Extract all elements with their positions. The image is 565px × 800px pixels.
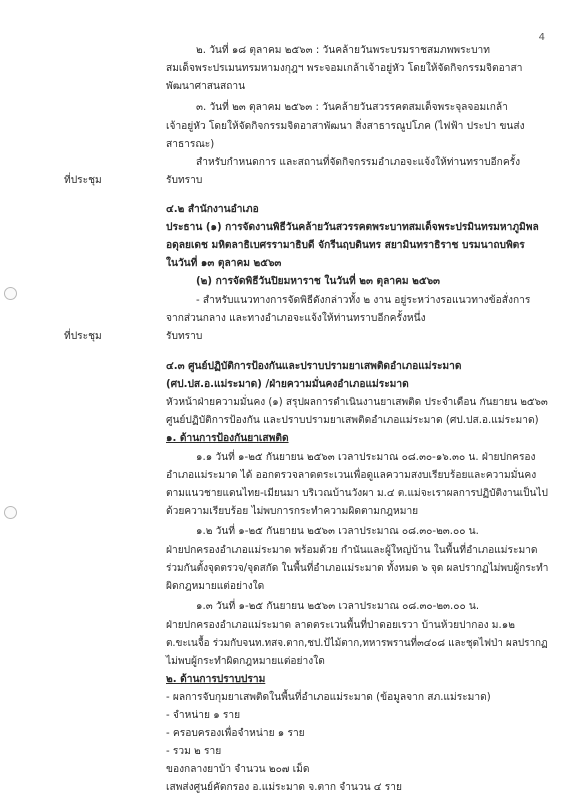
- text-line: ด้วยความเรียบร้อย ไม่พบการกระทำความผิดตามกฎหมาย: [166, 506, 419, 517]
- text-line: เสพส่งศูนย์คัดกรอง อ.แม่ระมาด จ.ตาก จำนวน ๔ ราย: [166, 782, 402, 793]
- list-item: - ครอบครองเพื่อจำหน่าย ๑ ราย: [166, 728, 305, 739]
- binder-hole: [4, 506, 17, 519]
- text-line: ๓. วันที่ ๒๓ ตุลาคม ๒๕๖๓ : วันคล้ายวันสวรรคตสมเด็จพระจุลจอมเกล้า: [196, 102, 508, 113]
- text-line: รับทราบ: [166, 175, 203, 186]
- list-item: - จำหน่าย ๑ ราย: [166, 710, 241, 721]
- text-line: พัฒนาศาสนสถาน: [166, 81, 246, 92]
- text-line: สำหรับกำหนดการ และสถานที่จัดกิจกรรมอำเภอจะแจ้งให้ท่านทราบอีกครั้ง: [196, 157, 521, 168]
- text-line: เจ้าอยู่หัว โดยให้จัดกิจกรรมจิตอาสาพัฒนา สิ่งสาธารณูปโภค (ไฟฟ้า ประปา ขนส่ง: [166, 121, 525, 132]
- subsection-heading: ๑. ด้านการป้องกันยาเสพติด: [166, 433, 289, 444]
- text-line: รับทราบ: [166, 331, 203, 342]
- text-line: อำเภอแม่ระมาด ได้ ออกตรวจลาดตระเวนเพื่อดูแลความสงบเรียบร้อยและความมั่นคง: [166, 470, 537, 481]
- text-line: ฝ่ายปกครองอำเภอแม่ระมาด ลาดตระเวนพื้นที่ป่าดอยเรวา บ้านห้วยปากอง ม.๑๒: [166, 620, 515, 631]
- section-heading: ๔.๒ สำนักงานอำเภอ: [166, 204, 259, 215]
- text-line: สมเด็จพระปรเมนทรมหามงกุฎฯ พระจอมเกล้าเจ้าอยู่หัว โดยให้จัดกิจกรรมจิตอาสา: [166, 63, 523, 74]
- meeting-label: ที่ประชุม: [64, 175, 102, 186]
- text-line: - สำหรับแนวทางการจัดพิธีดังกล่าวทั้ง ๒ งาน อยู่ระหว่างรอแนวทางข้อสั่งการ: [196, 295, 531, 306]
- text-line: (ศป.ปส.อ.แม่ระมาด) /ฝ่ายความมั่นคงอำเภอแม่ระมาด: [166, 379, 409, 390]
- subsection-heading: ๒. ด้านการปราบปราม: [166, 674, 266, 685]
- text-line: (๒) การจัดพิธีวันปิยมหาราช ในวันที่ ๒๓ ตุลาคม ๒๕๖๓: [196, 276, 441, 287]
- text-line: ศูนย์ปฏิบัติการป้องกัน และปราบปรามยาเสพติดอำเภอแม่ระมาด (ศป.ปส.อ.แม่ระมาด): [166, 415, 539, 426]
- text-line: ร่วมกันตั้งจุดตรวจ/จุดสกัด ในพื้นที่อำเภอแม่ระมาด ทั้งหมด ๖ จุด ผลปรากฏไม่พบผู้กระทำ: [166, 563, 549, 574]
- text-line: จากส่วนกลาง และทางอำเภอจะแจ้งให้ท่านทราบอีกครั้งหนึ่ง: [166, 313, 426, 324]
- text-line: ผิดกฎหมายแต่อย่างใด: [166, 581, 265, 592]
- text-line: ไม่พบผู้กระทำผิดกฎหมายแต่อย่างใด: [166, 656, 325, 667]
- text-line: ประธาน (๑) การจัดงานพิธีวันคล้ายวันสวรรคตพระบาทสมเด็จพระปรมินทรมหาภูมิพล: [166, 222, 539, 233]
- text-line: ๒. วันที่ ๑๘ ตุลาคม ๒๕๖๓ : วันคล้ายวันพระบรมราชสมภพพระบาท: [196, 45, 490, 56]
- section-heading: ๔.๓ ศูนย์ปฏิบัติการป้องกันและปราบปรามยาเสพติดอำเภอแม่ระมาด: [166, 361, 462, 372]
- page-number: 4: [538, 32, 545, 43]
- meeting-label: ที่ประชุม: [64, 331, 102, 342]
- text-line: ตามแนวชายแดนไทย-เมียนมา บริเวณบ้านวังผา ม.๔ ต.แม่จะเราผลการปฏิบัติงานเป็นไป: [166, 488, 548, 499]
- text-line: หัวหน้าฝ่ายความมั่นคง (๑) สรุปผลการดำเนินงานยาเสพติด ประจำเดือน กันยายน ๒๕๖๓: [166, 397, 548, 408]
- text-line: ๑.๒ วันที่ ๑-๒๕ กันยายน ๒๕๖๓ เวลาประมาณ ๐๘.๓๐-๒๓.๐๐ น.: [196, 526, 479, 537]
- text-line: ต.ขะเนจื้อ ร่วมกับจนท.ทสจ.ตาก,ชป.ป้ไม้ตาก,ทหารพรานที่๓๔๐๘ และชุดไฟป่า ผลปรากฏ: [166, 638, 548, 649]
- binder-hole: [4, 287, 17, 300]
- text-line: ในวันที่ ๑๓ ตุลาคม ๒๕๖๓: [166, 258, 282, 269]
- list-item: - รวม ๒ ราย: [166, 746, 222, 757]
- text-line: สาธารณะ): [166, 139, 215, 150]
- text-line: อดุลยเดช มหิตลาธิเบศรรามาธิบดี จักรีนฤบดินทร สยามินทราธิราช บรมนาถบพิตร: [166, 240, 525, 251]
- list-item: - ผลการจับกุมยาเสพติดในพื้นที่อำเภอแม่ระมาด (ข้อมูลจาก สภ.แม่ระมาด): [166, 692, 491, 703]
- text-line: ๑.๓ วันที่ ๑-๒๕ กันยายน ๒๕๖๓ เวลาประมาณ ๐๘.๓๐-๒๓.๐๐ น.: [196, 601, 480, 612]
- text-line: ของกลางยาบ้า จำนวน ๒๐๗ เม็ด: [166, 764, 310, 775]
- text-line: ๑.๑ วันที่ ๑-๒๕ กันยายน ๒๕๖๓ เวลาประมาณ ๐๘.๓๐-๑๖.๓๐ น. ฝ่ายปกครอง: [196, 452, 536, 463]
- text-line: ฝ่ายปกครองอำเภอแม่ระมาด พร้อมด้วย กำนันและผู้ใหญ่บ้าน ในพื้นที่อำเภอแม่ระมาด: [166, 545, 538, 556]
